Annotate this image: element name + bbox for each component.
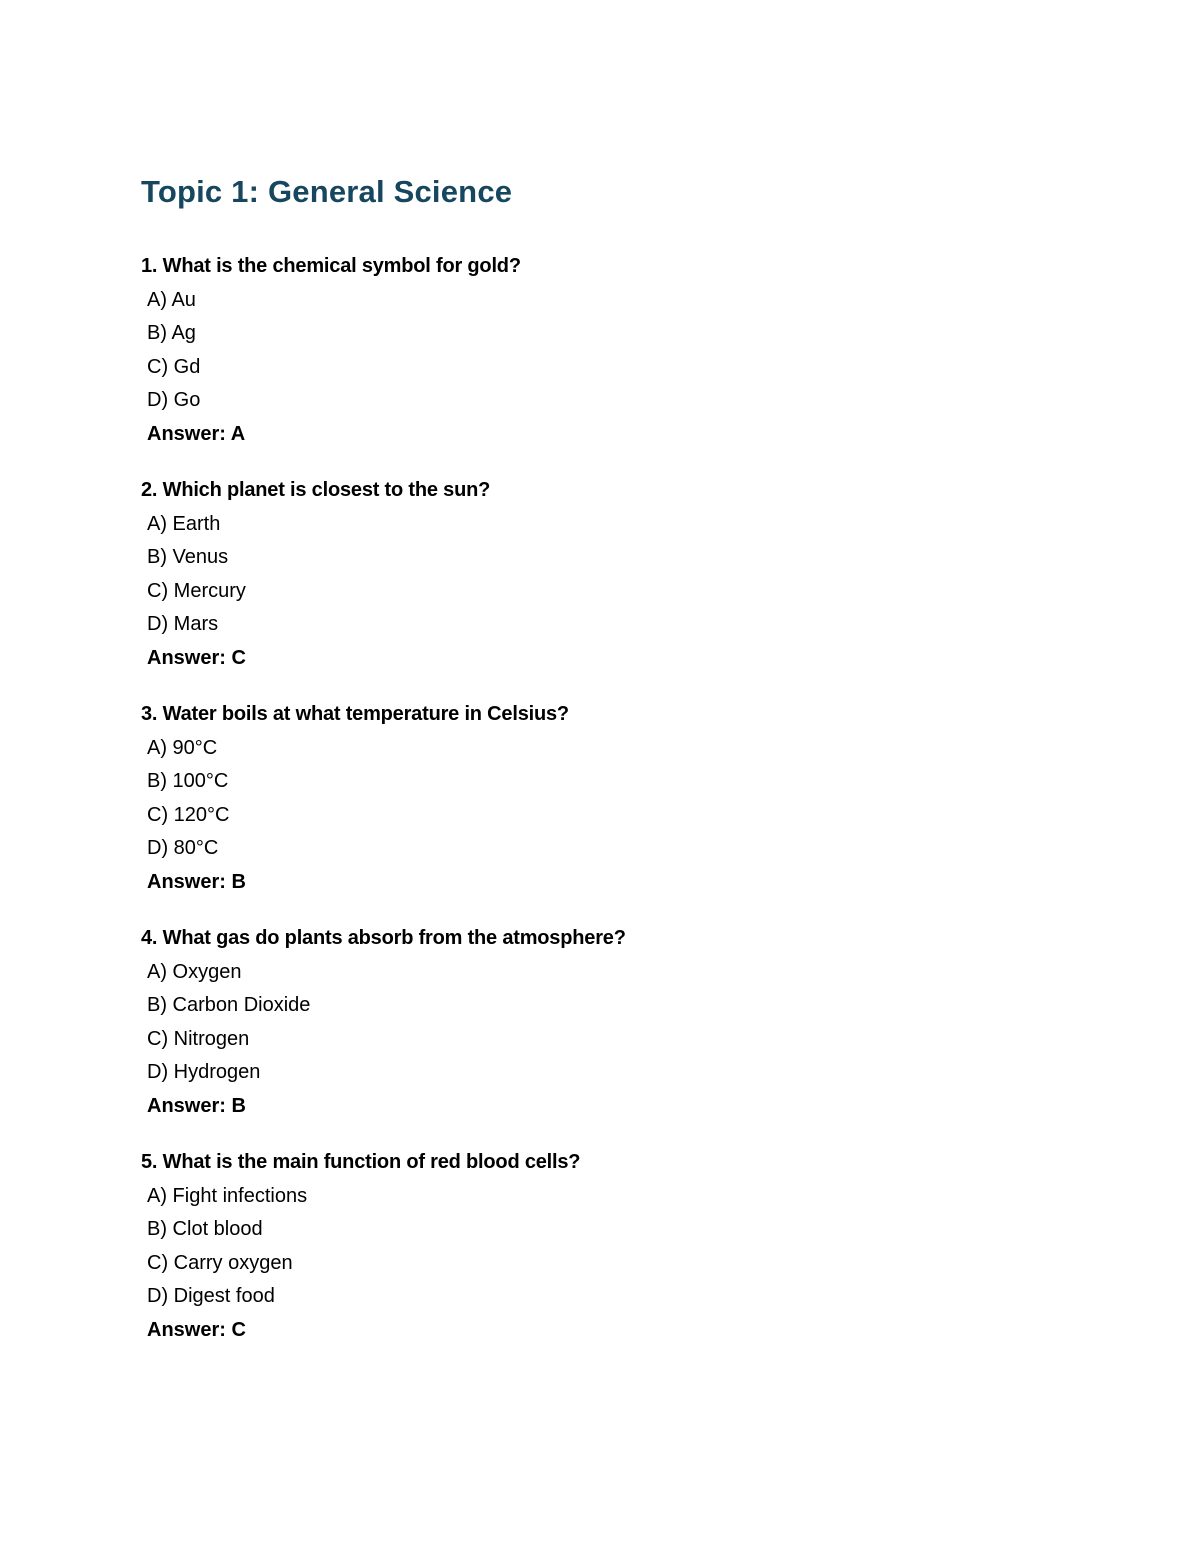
answer-line: Answer: C [147,646,246,669]
question-block [141,1146,1041,1347]
option-b: B) Ag [147,322,196,344]
option-a: A) 90°C [147,736,218,759]
question-text: 4. What gas do plants absorb from the atmosphere? [141,927,626,949]
option-d: D) Hydrogen [147,1061,261,1083]
option-d: D) Digest food [147,1285,275,1307]
option-a: A) Fight infections [147,1184,308,1207]
option-b: B) Venus [147,546,229,568]
question-text: 1. What is the chemical symbol for gold? [141,255,521,277]
option-a: A) Earth [147,512,221,535]
option-c: C) Nitrogen [147,1027,250,1050]
option-b: B) Carbon Dioxide [147,994,311,1016]
option-c: C) Carry oxygen [147,1251,293,1274]
option-c: C) 120°C [147,803,230,826]
answer-line: Answer: B [147,1094,246,1117]
question-block [141,474,1041,675]
question-block [141,250,1041,451]
question-text: 2. Which planet is closest to the sun? [141,479,491,501]
answer-line: Answer: C [147,1318,246,1341]
answer-line: Answer: A [147,422,246,445]
option-a: A) Oxygen [147,960,242,983]
quiz-content [141,170,1041,1370]
option-d: D) 80°C [147,837,219,859]
option-a: A) Au [147,288,196,311]
option-d: D) Mars [147,613,219,635]
option-b: B) Clot blood [147,1218,263,1240]
option-b: B) 100°C [147,770,229,792]
question-block [141,922,1041,1123]
option-c: C) Gd [147,355,201,378]
topic-title: Topic 1: General Science [141,174,513,209]
answer-line: Answer: B [147,870,246,893]
question-text: 3. Water boils at what temperature in Celsius? [141,703,569,725]
option-d: D) Go [147,389,201,411]
question-block [141,698,1041,899]
question-text: 5. What is the main function of red blood cells? [141,1151,581,1173]
option-c: C) Mercury [147,579,246,602]
question-list [141,250,1041,1347]
